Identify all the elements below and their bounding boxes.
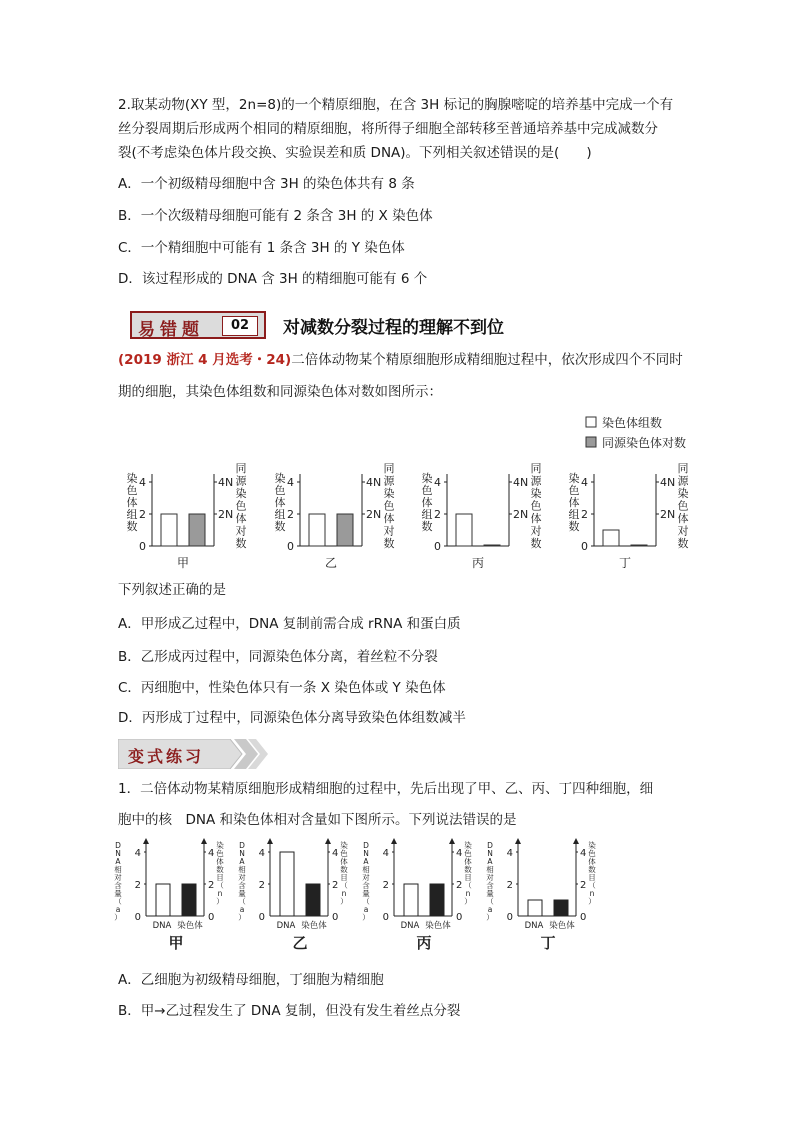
left-axis-label-char: 染 <box>568 472 580 485</box>
left-axis-label-char: D <box>363 841 369 850</box>
right-axis-label-char: ） <box>464 897 472 906</box>
panel-label: 乙 <box>292 934 308 952</box>
right-tick-label: 2 <box>208 880 215 891</box>
left-axis-label-char: 数 <box>421 520 433 533</box>
chart2-panel-3 <box>362 838 472 952</box>
right-axis-label-char: 色 <box>588 849 596 858</box>
chart1-panel-3 <box>422 462 543 570</box>
left-tick-label: 0 <box>139 540 146 553</box>
left-axis-label-char: 相 <box>486 865 494 874</box>
left-axis-label <box>238 841 246 922</box>
left-axis-label-char: 相 <box>238 865 246 874</box>
left-tick-label: 2 <box>139 508 146 521</box>
question-source: (2019 浙江 4 月选考・24) <box>118 352 292 368</box>
banner-label: 易错题 <box>138 320 204 340</box>
left-axis-label-char: 色 <box>421 484 433 497</box>
panel-label: 甲 <box>168 934 184 952</box>
right-tick-label: 4 <box>208 848 215 859</box>
right-axis-label-char: 数 <box>216 865 224 874</box>
right-tick-label: 0 <box>580 912 587 923</box>
category-label-dna: DNA <box>276 921 296 931</box>
q2-option-a: A．一个初级精母细胞中含 3H 的染色体共有 8 条 <box>118 176 415 192</box>
right-axis-label-char: 染 <box>216 841 224 850</box>
left-axis-label-char: 组 <box>568 508 580 521</box>
right-axis-label-char: 体 <box>677 512 689 525</box>
left-axis-label-char: a <box>363 905 369 914</box>
main-option-c: C．丙细胞中，性染色体只有一条 X 染色体或 Y 染色体 <box>118 680 446 696</box>
category-label-chromosome: 染色体 <box>425 921 451 931</box>
left-tick-label: 0 <box>134 912 141 923</box>
main-option-a: A．甲形成乙过程中，DNA 复制前需合成 rRNA 和蛋白质 <box>118 616 461 632</box>
right-axis-label-char: （ <box>588 881 596 890</box>
left-axis-label-char: D <box>239 841 245 850</box>
right-axis-label-char: 色 <box>530 499 542 513</box>
main-question-prompt: 下列叙述正确的是 <box>118 582 226 598</box>
bar-chromosome <box>554 900 568 916</box>
panel-label: 乙 <box>324 556 338 570</box>
right-tick-label: 4N <box>218 476 234 489</box>
left-tick-label: 2 <box>258 880 265 891</box>
left-tick-label: 4 <box>139 476 146 489</box>
left-tick-label: 4 <box>382 848 389 859</box>
left-axis-label-char: 对 <box>362 873 370 882</box>
left-axis-label-char: 含 <box>362 881 370 890</box>
left-axis-label-char: 组 <box>421 508 433 521</box>
left-tick-label: 2 <box>434 508 441 521</box>
right-axis-label-char: 对 <box>677 524 689 538</box>
left-axis-label-char: （ <box>486 897 494 906</box>
variation-option-b: B．甲→乙过程发生了 DNA 复制，但没有发生着丝点分裂 <box>118 1003 461 1019</box>
left-axis-label-char: 数 <box>568 520 580 533</box>
left-axis-label-char: 对 <box>238 873 246 882</box>
left-axis-label-char: a <box>487 905 493 914</box>
right-axis-label <box>531 462 543 550</box>
left-axis-label <box>569 471 580 533</box>
left-axis-label-char: 染 <box>274 472 286 485</box>
left-axis-label-char: N <box>487 849 493 858</box>
left-axis-label-char: 体 <box>421 496 433 509</box>
right-axis-label-char: 源 <box>383 474 395 488</box>
left-axis-label-char: 体 <box>568 496 580 509</box>
bar-dna <box>156 884 170 916</box>
left-tick-label: 0 <box>287 540 294 553</box>
left-axis-label-char: N <box>115 849 121 858</box>
category-label-chromosome: 染色体 <box>301 921 327 931</box>
right-axis-label-char: 目 <box>340 873 348 882</box>
right-axis-label-char: 目 <box>588 873 596 882</box>
main-option-b: B．乙形成丙过程中，同源染色体分离，着丝粒不分裂 <box>118 649 438 665</box>
left-axis-label-char: 对 <box>114 873 122 882</box>
right-axis-label <box>464 840 472 906</box>
legend-swatch-pairs <box>586 437 596 447</box>
panel-label: 丁 <box>540 934 556 952</box>
left-axis-label-char: 体 <box>126 496 138 509</box>
banner2-label: 变式练习 <box>128 747 205 766</box>
left-axis-label-char: 量 <box>238 889 246 898</box>
category-label-chromosome: 染色体 <box>549 921 575 931</box>
right-axis-arrow <box>449 838 455 844</box>
right-axis-label-char: 色 <box>383 499 395 513</box>
left-axis-label-char: 染 <box>126 472 138 485</box>
right-axis-label-char: 数 <box>340 865 348 874</box>
right-axis-label-char: 源 <box>677 474 689 488</box>
banner-number: 02 <box>222 316 258 336</box>
bar-chromosome-sets <box>161 514 177 546</box>
main-option-d: D．丙形成丁过程中，同源染色体分离导致染色体组数减半 <box>118 710 466 726</box>
right-tick-label: 2 <box>332 880 339 891</box>
left-axis-label-char: 组 <box>126 508 138 521</box>
chart-chromosome-sets <box>110 412 710 576</box>
bar-chromosome-sets <box>456 514 472 546</box>
q2-line2: 丝分裂周期后形成两个相同的精原细胞，将所得子细胞全部转移至普通培养基中完成减数分 <box>118 121 658 137</box>
right-axis-label-char: 目 <box>464 873 472 882</box>
right-axis-label-char: 染 <box>588 841 596 850</box>
left-tick-label: 2 <box>287 508 294 521</box>
left-tick-label: 4 <box>287 476 294 489</box>
left-axis-label-char: a <box>239 905 245 914</box>
left-axis-label-char: A <box>239 857 245 866</box>
left-axis-label-char: D <box>115 841 121 850</box>
right-tick-label: 4N <box>366 476 382 489</box>
left-tick-label: 0 <box>581 540 588 553</box>
right-tick-label: 4N <box>660 476 676 489</box>
left-axis-label-char: 数 <box>126 520 138 533</box>
right-axis-label <box>588 840 596 906</box>
legend-swatch-sets <box>586 417 596 427</box>
left-axis-label <box>275 471 286 533</box>
right-tick-label: 2 <box>456 880 463 891</box>
left-axis-label-char: 染 <box>421 472 433 485</box>
right-axis-label-char: ） <box>588 897 596 906</box>
right-axis-label-char: 染 <box>677 487 689 500</box>
right-axis-label-char: 染 <box>340 841 348 850</box>
bar-chromosome-sets <box>309 514 325 546</box>
chart1-panel-1 <box>127 462 248 570</box>
chart1-panel-2 <box>275 462 396 570</box>
right-axis-arrow <box>201 838 207 844</box>
right-tick-label: 4N <box>513 476 529 489</box>
right-axis-label-char: 对 <box>383 524 395 538</box>
left-axis-label-char: D <box>487 841 493 850</box>
left-axis-label-char: 体 <box>274 496 286 509</box>
right-axis-label-char: 同 <box>383 462 395 475</box>
category-label-dna: DNA <box>524 921 544 931</box>
right-axis-label <box>340 840 348 906</box>
bar-dna <box>528 900 542 916</box>
category-label-dna: DNA <box>152 921 172 931</box>
right-axis-label-char: 染 <box>530 487 542 500</box>
left-axis-label-char: 色 <box>568 484 580 497</box>
bar-homologous-pairs <box>631 545 647 546</box>
right-axis-label-char: n <box>341 889 347 898</box>
right-axis-label-char: 体 <box>588 857 596 866</box>
right-tick-label: 2N <box>660 508 676 521</box>
right-axis-label-char: 色 <box>235 499 247 513</box>
main-question-line1 <box>118 351 683 370</box>
left-tick-label: 4 <box>258 848 265 859</box>
chart1-svg <box>110 412 710 572</box>
left-tick-label: 4 <box>434 476 441 489</box>
bar-chromosome <box>430 884 444 916</box>
left-axis-label-char: 量 <box>114 889 122 898</box>
right-axis-label-char: ） <box>340 897 348 906</box>
right-axis-label-char: 数 <box>235 537 247 550</box>
left-axis-label-char: ） <box>362 913 370 922</box>
right-axis-label-char: （ <box>216 881 224 890</box>
right-axis-label-char: 源 <box>235 474 247 488</box>
left-axis-label-char: 相 <box>362 865 370 874</box>
left-axis-label-char: （ <box>238 897 246 906</box>
bar-homologous-pairs <box>189 514 205 546</box>
variation-option-a: A．乙细胞为初级精母细胞，丁细胞为精细胞 <box>118 972 384 988</box>
variation-practice-banner <box>118 739 268 769</box>
q2-option-c: C．一个精细胞中可能有 1 条含 3H 的 Y 染色体 <box>118 240 405 256</box>
right-axis-label-char: 数 <box>588 865 596 874</box>
left-axis-label-char: 色 <box>126 484 138 497</box>
bar-chromosome-sets <box>603 530 619 546</box>
right-tick-label: 4 <box>456 848 463 859</box>
right-tick-label: 0 <box>332 912 339 923</box>
left-tick-label: 0 <box>382 912 389 923</box>
main-question-line2: 期的细胞，其染色体组数和同源染色体对数如图所示： <box>118 384 442 400</box>
q2-line1: 2.取某动物(XY 型，2n=8)的一个精原细胞，在含 3H 标记的胸腺嘧啶的培养基中完成一个有 <box>118 97 674 113</box>
right-axis-label-char: 色 <box>340 849 348 858</box>
right-axis-label-char: n <box>217 889 223 898</box>
error-prone-banner <box>130 311 266 339</box>
section-title: 对减数分裂过程的理解不到位 <box>283 318 504 338</box>
panel-label: 甲 <box>176 556 190 570</box>
right-axis-label-char: 数 <box>464 865 472 874</box>
right-axis-arrow <box>573 838 579 844</box>
chart2-panel-2 <box>238 838 348 952</box>
right-axis-label-char: 体 <box>235 512 247 525</box>
bar-homologous-pairs <box>484 545 500 546</box>
left-axis-label <box>127 471 138 533</box>
right-axis-label-char: 对 <box>235 524 247 538</box>
category-label-dna: DNA <box>400 921 420 931</box>
right-axis-label-char: 体 <box>464 857 472 866</box>
right-axis-label-char: 同 <box>530 462 542 475</box>
left-axis-label-char: 含 <box>114 881 122 890</box>
right-tick-label: 0 <box>208 912 215 923</box>
left-tick-label: 2 <box>134 880 141 891</box>
bar-dna <box>280 852 294 916</box>
right-axis-arrow <box>325 838 331 844</box>
left-axis-label-char: A <box>363 857 369 866</box>
right-axis-label-char: （ <box>340 881 348 890</box>
left-axis-label-char: N <box>239 849 245 858</box>
right-tick-label: 2N <box>366 508 382 521</box>
right-axis-label-char: 源 <box>530 474 542 488</box>
right-axis-label-char: 数 <box>677 537 689 550</box>
left-axis-label-char: 含 <box>486 881 494 890</box>
left-tick-label: 0 <box>506 912 513 923</box>
right-axis-label-char: 体 <box>383 512 395 525</box>
right-axis-label-char: 数 <box>530 537 542 550</box>
left-tick-label: 0 <box>434 540 441 553</box>
chart2-panel-1 <box>114 838 224 952</box>
right-axis-label-char: 色 <box>464 849 472 858</box>
left-axis-arrow <box>143 838 149 844</box>
chart2-svg <box>110 836 620 956</box>
left-axis-label-char: ） <box>238 913 246 922</box>
q2-option-d: D．该过程形成的 DNA 含 3H 的精细胞可能有 6 个 <box>118 271 428 287</box>
chart2-panel-4 <box>486 838 596 952</box>
left-axis-arrow <box>515 838 521 844</box>
left-tick-label: 4 <box>581 476 588 489</box>
right-axis-label-char: 同 <box>235 462 247 475</box>
panel-label: 丙 <box>471 556 485 570</box>
right-axis-label <box>384 462 396 550</box>
left-tick-label: 4 <box>134 848 141 859</box>
right-tick-label: 4 <box>332 848 339 859</box>
right-axis-label-char: 染 <box>235 487 247 500</box>
left-axis-label-char: A <box>487 857 493 866</box>
chart1-panel-4 <box>569 462 690 570</box>
chart-dna-chromosome <box>110 836 620 960</box>
right-axis-label-char: 目 <box>216 873 224 882</box>
left-axis-label <box>486 841 494 922</box>
left-axis-label-char: 组 <box>274 508 286 521</box>
panel-label: 丁 <box>618 556 632 570</box>
left-tick-label: 0 <box>258 912 265 923</box>
right-axis-label-char: 体 <box>216 857 224 866</box>
right-axis-label-char: 染 <box>383 487 395 500</box>
right-tick-label: 0 <box>456 912 463 923</box>
left-axis-label-char: A <box>115 857 121 866</box>
legend-label-sets: 染色体组数 <box>602 416 663 430</box>
bar-dna <box>404 884 418 916</box>
left-axis-label-char: 数 <box>274 520 286 533</box>
left-tick-label: 2 <box>382 880 389 891</box>
right-tick-label: 4 <box>580 848 587 859</box>
right-axis-label-char: （ <box>464 881 472 890</box>
right-axis-label-char: 数 <box>383 537 395 550</box>
left-axis-label-char: 相 <box>114 865 122 874</box>
left-axis-label-char: （ <box>362 897 370 906</box>
panel-label: 丙 <box>416 934 432 952</box>
chart1-legend <box>586 415 686 450</box>
right-axis-label-char: n <box>589 889 595 898</box>
left-axis-label <box>362 841 370 922</box>
left-tick-label: 2 <box>506 880 513 891</box>
left-axis-label <box>422 471 433 533</box>
right-axis-label-char: ） <box>216 897 224 906</box>
legend-label-pairs: 同源染色体对数 <box>602 436 687 450</box>
variation-line2: 胞中的核 DNA 和染色体相对含量如下图所示。下列说法错误的是 <box>118 812 517 828</box>
right-axis-label-char: 色 <box>677 499 689 513</box>
left-axis-label-char: 量 <box>486 889 494 898</box>
right-axis-label-char: 同 <box>677 462 689 475</box>
left-axis-label-char: ） <box>114 913 122 922</box>
left-axis-label-char: 含 <box>238 881 246 890</box>
variation-line1: 1．二倍体动物某精原细胞形成精细胞的过程中，先后出现了甲、乙、丙、丁四种细胞，细 <box>118 781 654 797</box>
right-tick-label: 2N <box>218 508 234 521</box>
right-axis-label-char: 染 <box>464 841 472 850</box>
bar-chromosome <box>306 884 320 916</box>
left-tick-label: 4 <box>506 848 513 859</box>
right-axis-label-char: 体 <box>530 512 542 525</box>
right-tick-label: 2N <box>513 508 529 521</box>
q2-option-b: B．一个次级精母细胞可能有 2 条含 3H 的 X 染色体 <box>118 208 433 224</box>
q2-line3: 裂(不考虑染色体片段交换、实验误差和质 DNA)。下列相关叙述错误的是( ) <box>118 145 592 161</box>
bar-chromosome <box>182 884 196 916</box>
left-axis-arrow <box>267 838 273 844</box>
left-axis-label-char: a <box>115 905 121 914</box>
right-axis-label <box>236 462 248 550</box>
left-axis-label-char: N <box>363 849 369 858</box>
right-axis-label <box>678 462 690 550</box>
right-tick-label: 2 <box>580 880 587 891</box>
left-axis-label-char: 对 <box>486 873 494 882</box>
right-axis-label-char: 体 <box>340 857 348 866</box>
category-label-chromosome: 染色体 <box>177 921 203 931</box>
left-axis-label-char: （ <box>114 897 122 906</box>
left-axis-arrow <box>391 838 397 844</box>
left-tick-label: 2 <box>581 508 588 521</box>
left-axis-label-char: 色 <box>274 484 286 497</box>
right-axis-label-char: 色 <box>216 849 224 858</box>
left-axis-label-char: ） <box>486 913 494 922</box>
right-axis-label <box>216 840 224 906</box>
bar-homologous-pairs <box>337 514 353 546</box>
right-axis-label-char: 对 <box>530 524 542 538</box>
main-question-text: 二倍体动物某个精原细胞形成精细胞过程中，依次形成四个不同时 <box>291 352 683 368</box>
right-axis-label-char: n <box>465 889 471 898</box>
left-axis-label-char: 量 <box>362 889 370 898</box>
left-axis-label <box>114 841 122 922</box>
